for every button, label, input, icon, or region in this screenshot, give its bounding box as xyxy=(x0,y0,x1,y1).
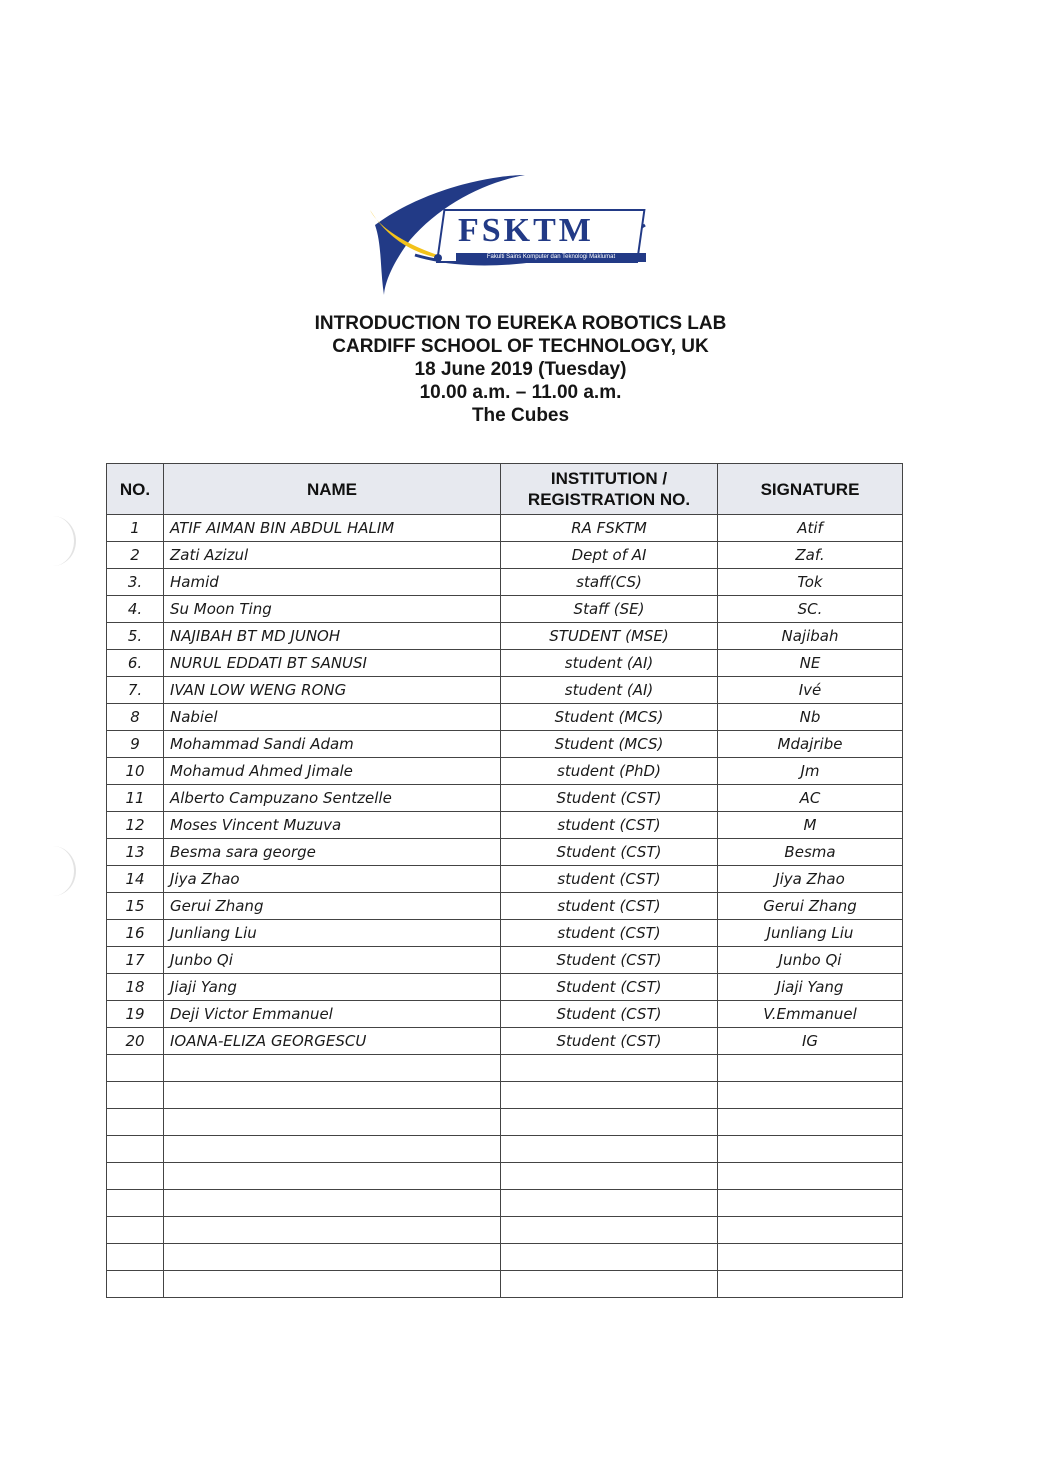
event-date: 18 June 2019 (Tuesday) xyxy=(414,359,627,380)
cell-signature xyxy=(718,1190,903,1217)
cell-institution xyxy=(501,1055,718,1082)
cell-signature xyxy=(718,1244,903,1271)
cell-name: Nabiel xyxy=(164,704,501,731)
table-header-row xyxy=(107,464,903,515)
blank-row xyxy=(107,1244,903,1271)
cell-name: Gerui Zhang xyxy=(164,893,501,920)
table-row xyxy=(107,785,903,812)
blank-row xyxy=(107,1055,903,1082)
cell-no xyxy=(107,1109,164,1136)
cell-signature xyxy=(718,1055,903,1082)
cell-no xyxy=(107,1163,164,1190)
cell-name xyxy=(164,1217,501,1244)
cell-institution: student (AI) xyxy=(501,650,718,677)
cell-signature: Najibah xyxy=(718,623,903,650)
cell-no: 17 xyxy=(107,947,164,974)
table-row xyxy=(107,947,903,974)
cell-no: 15 xyxy=(107,893,164,920)
cell-no: 1 xyxy=(107,515,164,542)
cell-no: 16 xyxy=(107,920,164,947)
cell-signature: Nb xyxy=(718,704,903,731)
header-institution-line2: REGISTRATION NO. xyxy=(527,490,691,509)
cell-name: Zati Azizul xyxy=(164,542,501,569)
cell-institution: STUDENT (MSE) xyxy=(501,623,718,650)
cell-signature xyxy=(718,1271,903,1298)
table-row xyxy=(107,704,903,731)
table-row xyxy=(107,1001,903,1028)
cell-signature: Gerui Zhang xyxy=(718,893,903,920)
cell-no: 6. xyxy=(107,650,164,677)
cell-no: 8 xyxy=(107,704,164,731)
punch-hole-bottom xyxy=(30,846,76,896)
cell-signature: Atif xyxy=(718,515,903,542)
cell-no: 13 xyxy=(107,839,164,866)
logo-text: FSKTM xyxy=(458,212,594,249)
header-no: NO. xyxy=(107,464,164,515)
cell-signature: Junliang Liu xyxy=(718,920,903,947)
cell-name: Mohammad Sandi Adam xyxy=(164,731,501,758)
cell-institution: Student (MCS) xyxy=(501,731,718,758)
event-time: 10.00 a.m. – 11.00 a.m. xyxy=(419,382,622,403)
table-row xyxy=(107,623,903,650)
cell-institution xyxy=(501,1190,718,1217)
cell-name xyxy=(164,1055,501,1082)
cell-name: Junbo Qi xyxy=(164,947,501,974)
cell-signature: IG xyxy=(718,1028,903,1055)
blank-row xyxy=(107,1190,903,1217)
cell-institution xyxy=(501,1217,718,1244)
cell-institution: student (CST) xyxy=(501,866,718,893)
table-row xyxy=(107,542,903,569)
event-title: INTRODUCTION TO EUREKA ROBOTICS LAB xyxy=(314,313,727,334)
cell-signature: Jm xyxy=(718,758,903,785)
cell-name: NAJIBAH BT MD JUNOH xyxy=(164,623,501,650)
cell-institution: Student (CST) xyxy=(501,974,718,1001)
cell-signature: Besma xyxy=(718,839,903,866)
cell-institution: RA FSKTM xyxy=(501,515,718,542)
logo-dot xyxy=(434,254,442,262)
cell-no: 7. xyxy=(107,677,164,704)
cell-no: 11 xyxy=(107,785,164,812)
cell-signature: Mdajribe xyxy=(718,731,903,758)
cell-name: Moses Vincent Muzuva xyxy=(164,812,501,839)
cell-signature xyxy=(718,1136,903,1163)
cell-institution xyxy=(501,1244,718,1271)
table-row xyxy=(107,569,903,596)
blank-row xyxy=(107,1082,903,1109)
cell-no: 14 xyxy=(107,866,164,893)
table-row xyxy=(107,677,903,704)
cell-name: Besma sara george xyxy=(164,839,501,866)
cell-no: 4. xyxy=(107,596,164,623)
cell-name: Jiya Zhao xyxy=(164,866,501,893)
cell-no xyxy=(107,1217,164,1244)
punch-hole-top xyxy=(30,516,76,566)
cell-institution: student (CST) xyxy=(501,812,718,839)
cell-no xyxy=(107,1082,164,1109)
cell-signature xyxy=(718,1109,903,1136)
cell-no xyxy=(107,1136,164,1163)
cell-name: NURUL EDDATI BT SANUSI xyxy=(164,650,501,677)
cell-name: IVAN LOW WENG RONG xyxy=(164,677,501,704)
event-venue: The Cubes xyxy=(471,405,570,426)
cell-institution: Student (CST) xyxy=(501,1028,718,1055)
cell-name: ATIF AIMAN BIN ABDUL HALIM xyxy=(164,515,501,542)
cell-signature: Junbo Qi xyxy=(718,947,903,974)
cell-name: Deji Victor Emmanuel xyxy=(164,1001,501,1028)
cell-institution xyxy=(501,1271,718,1298)
cell-signature xyxy=(718,1163,903,1190)
cell-no: 9 xyxy=(107,731,164,758)
cell-signature: Zaf. xyxy=(718,542,903,569)
table-row xyxy=(107,920,903,947)
cell-institution: Student (CST) xyxy=(501,947,718,974)
cell-name xyxy=(164,1136,501,1163)
cell-institution xyxy=(501,1082,718,1109)
table-row xyxy=(107,974,903,1001)
cell-institution: Student (MCS) xyxy=(501,704,718,731)
cell-name: Hamid xyxy=(164,569,501,596)
cell-institution: student (PhD) xyxy=(501,758,718,785)
cell-institution: Dept of AI xyxy=(501,542,718,569)
cell-signature: Tok xyxy=(718,569,903,596)
cell-signature: Jiaji Yang xyxy=(718,974,903,1001)
cell-no xyxy=(107,1271,164,1298)
host-institution: CARDIFF SCHOOL OF TECHNOLOGY, UK xyxy=(332,336,709,357)
header-institution-line1: INSTITUTION / xyxy=(550,469,668,488)
cell-no xyxy=(107,1244,164,1271)
cell-institution: Student (CST) xyxy=(501,785,718,812)
document-header xyxy=(0,312,1041,427)
cell-institution: Staff (SE) xyxy=(501,596,718,623)
cell-no: 20 xyxy=(107,1028,164,1055)
cell-signature: M xyxy=(718,812,903,839)
cell-no: 19 xyxy=(107,1001,164,1028)
table-row xyxy=(107,758,903,785)
blank-row xyxy=(107,1217,903,1244)
cell-name xyxy=(164,1109,501,1136)
cell-name xyxy=(164,1271,501,1298)
cell-no: 3. xyxy=(107,569,164,596)
table-row xyxy=(107,596,903,623)
cell-name xyxy=(164,1244,501,1271)
cell-no: 12 xyxy=(107,812,164,839)
cell-signature: NE xyxy=(718,650,903,677)
attendance-table xyxy=(106,463,903,1298)
table-row xyxy=(107,731,903,758)
cell-name: Mohamud Ahmed Jimale xyxy=(164,758,501,785)
table-row xyxy=(107,1028,903,1055)
cell-institution: Student (CST) xyxy=(501,839,718,866)
cell-signature xyxy=(718,1217,903,1244)
table-row xyxy=(107,839,903,866)
logo-subtitle: Fakulti Sains Komputer dan Teknologi Maklumat xyxy=(456,253,646,262)
header-signature: SIGNATURE xyxy=(718,464,903,515)
table-row xyxy=(107,650,903,677)
cell-institution xyxy=(501,1163,718,1190)
table-row xyxy=(107,893,903,920)
cell-signature: Jiya Zhao xyxy=(718,866,903,893)
blank-row xyxy=(107,1109,903,1136)
blank-row xyxy=(107,1136,903,1163)
cell-name xyxy=(164,1190,501,1217)
blank-row xyxy=(107,1271,903,1298)
cell-name: Junliang Liu xyxy=(164,920,501,947)
cell-name xyxy=(164,1163,501,1190)
cell-signature: V.Emmanuel xyxy=(718,1001,903,1028)
cell-name: Su Moon Ting xyxy=(164,596,501,623)
cell-name xyxy=(164,1082,501,1109)
cell-institution xyxy=(501,1136,718,1163)
table-row xyxy=(107,866,903,893)
cell-institution: staff(CS) xyxy=(501,569,718,596)
cell-name: Alberto Campuzano Sentzelle xyxy=(164,785,501,812)
table-row xyxy=(107,812,903,839)
blank-row xyxy=(107,1163,903,1190)
cell-name: IOANA-ELIZA GEORGESCU xyxy=(164,1028,501,1055)
cell-signature xyxy=(718,1082,903,1109)
header-institution xyxy=(501,464,718,515)
cell-no xyxy=(107,1190,164,1217)
cell-signature: SC. xyxy=(718,596,903,623)
cell-name: Jiaji Yang xyxy=(164,974,501,1001)
cell-no: 2 xyxy=(107,542,164,569)
cell-signature: AC xyxy=(718,785,903,812)
header-name: NAME xyxy=(164,464,501,515)
cell-no: 18 xyxy=(107,974,164,1001)
cell-no: 10 xyxy=(107,758,164,785)
cell-institution: Student (CST) xyxy=(501,1001,718,1028)
cell-institution: student (AI) xyxy=(501,677,718,704)
cell-institution: student (CST) xyxy=(501,893,718,920)
cell-signature: Ivé xyxy=(718,677,903,704)
cell-no xyxy=(107,1055,164,1082)
cell-institution xyxy=(501,1109,718,1136)
table-row xyxy=(107,515,903,542)
cell-no: 5. xyxy=(107,623,164,650)
cell-institution: student (CST) xyxy=(501,920,718,947)
